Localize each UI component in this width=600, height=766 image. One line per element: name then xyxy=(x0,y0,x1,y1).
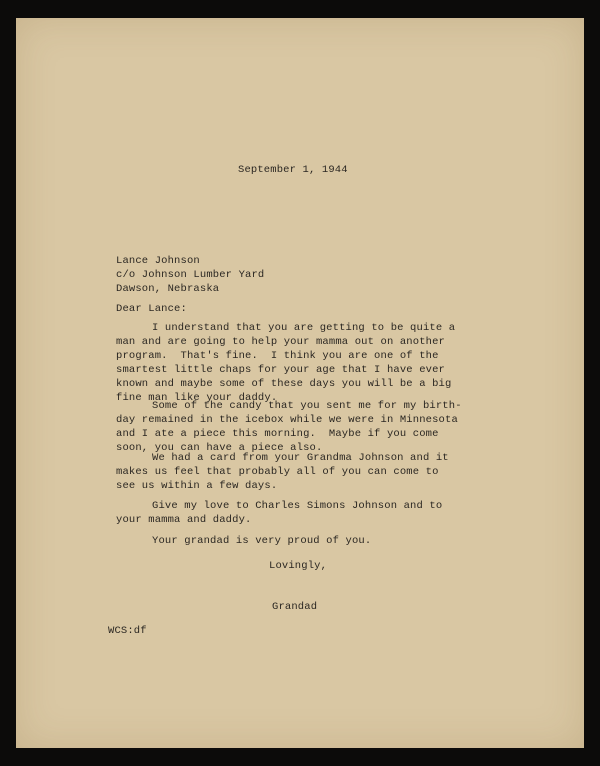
body-line: and I ate a piece this morning. Maybe if you come xyxy=(116,428,439,440)
typist-initials: WCS:df xyxy=(108,625,147,637)
letter-page xyxy=(16,18,584,748)
body-line: We had a card from your Grandma Johnson and it xyxy=(152,452,449,464)
body-line: makes us feel that probably all of you can come to xyxy=(116,466,439,478)
recipient-address-line-1: c/o Johnson Lumber Yard xyxy=(116,269,265,281)
recipient-address-line-2: Dawson, Nebraska xyxy=(116,283,220,295)
body-line: Some of the candy that you sent me for my birth- xyxy=(152,400,462,412)
body-paragraph-1 xyxy=(116,321,455,405)
body-line: man and are going to help your mamma out on another xyxy=(116,336,446,348)
signature: Grandad xyxy=(272,601,318,613)
body-line: known and maybe some of these days you will be a big xyxy=(116,378,452,390)
body-paragraph-4 xyxy=(116,499,442,527)
body-line: your mamma and daddy. xyxy=(116,514,252,526)
body-line: I understand that you are getting to be quite a xyxy=(152,322,456,334)
body-paragraph-2 xyxy=(116,399,462,455)
recipient-name: Lance Johnson xyxy=(116,255,200,267)
closing: Lovingly, xyxy=(269,560,328,572)
recipient-address xyxy=(116,254,264,296)
body-line: soon, you can have a piece also. xyxy=(116,442,323,454)
body-line: smartest little chaps for your age that I have ever xyxy=(116,364,446,376)
body-paragraph-5 xyxy=(116,534,371,548)
body-paragraph-3 xyxy=(116,451,449,493)
salutation: Dear Lance: xyxy=(116,303,187,315)
body-line: Your grandad is very proud of you. xyxy=(152,535,372,547)
body-line: program. That's fine. I think you are one of the xyxy=(116,350,439,362)
body-line: fine man like your daddy. xyxy=(116,392,278,404)
body-line: Give my love to Charles Simons Johnson and to xyxy=(152,500,443,512)
letter-date: September 1, 1944 xyxy=(238,164,348,176)
body-line: see us within a few days. xyxy=(116,480,278,492)
body-line: day remained in the icebox while we were in Minnesota xyxy=(116,414,458,426)
